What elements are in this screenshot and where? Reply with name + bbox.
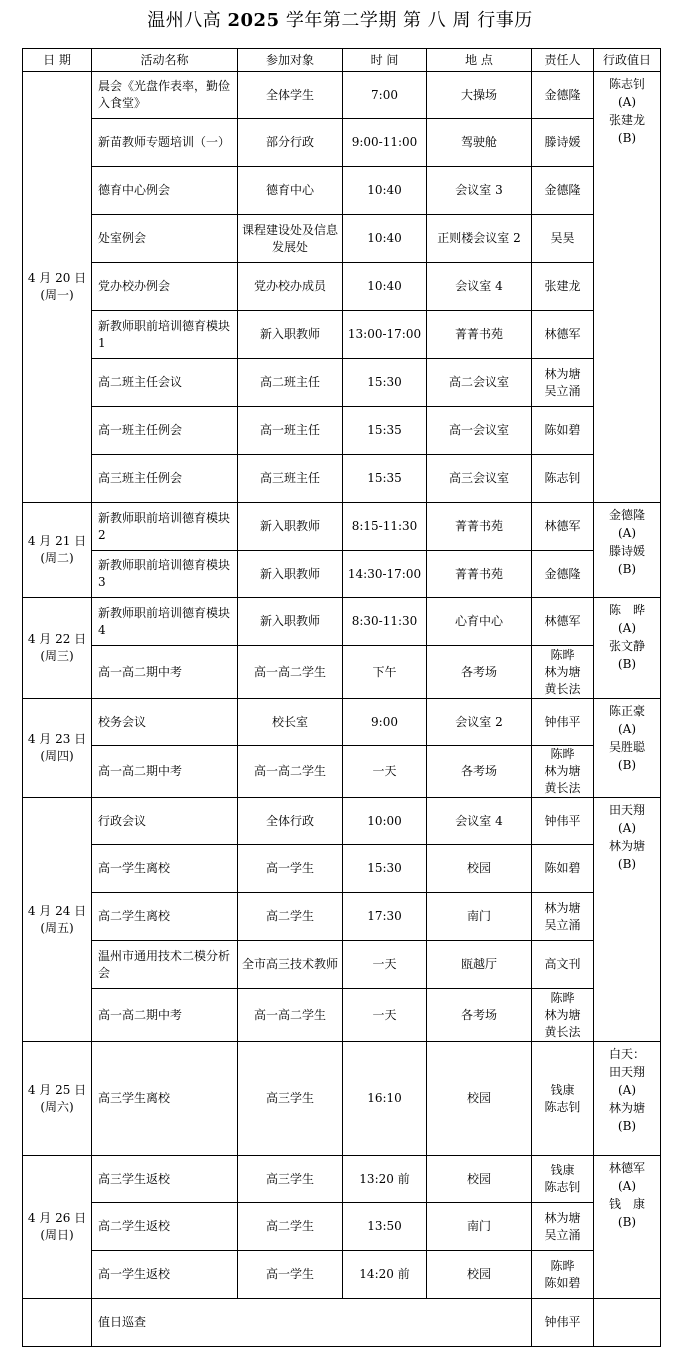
participants-cell: 党办校办成员 — [238, 263, 343, 311]
table-row — [23, 989, 661, 1042]
participants-cell: 高二学生 — [238, 1203, 343, 1251]
place-cell: 各考场 — [427, 746, 532, 798]
participants-cell: 高一高二学生 — [238, 646, 343, 699]
place-cell: 校园 — [427, 1156, 532, 1203]
person-name: 钱康 — [550, 1163, 575, 1177]
date-text: 4 月 26 日 — [27, 1211, 87, 1225]
duty-line: 林为塘 — [608, 1101, 645, 1115]
person-name: 钟伟平 — [544, 813, 581, 828]
time-cell: 10:40 — [343, 215, 427, 263]
person-name: 林为塘 — [544, 1007, 581, 1022]
date-text: 4 月 25 日 — [27, 1082, 87, 1097]
place-cell: 菁菁书苑 — [427, 551, 532, 598]
participants-cell: 高一班主任 — [238, 407, 343, 455]
participants-cell: 高二学生 — [238, 893, 343, 941]
duty-line: 林德军 — [608, 1161, 645, 1175]
time-cell: 一天 — [343, 989, 427, 1042]
participants-cell: 德育中心 — [238, 167, 343, 215]
person-name: 高文刊 — [544, 957, 581, 971]
footer-row — [23, 1299, 661, 1347]
table-row — [23, 263, 661, 311]
time-cell: 8:30-11:30 — [343, 598, 427, 646]
person-cell — [532, 551, 594, 598]
person-name: 林为塘 — [544, 900, 581, 915]
person-cell — [532, 359, 594, 407]
time-cell: 13:20 前 — [343, 1156, 427, 1203]
participants-cell: 高一学生 — [238, 845, 343, 893]
activity-cell: 高一学生离校 — [92, 845, 238, 893]
time-cell: 10:40 — [343, 167, 427, 215]
person-name: 金德隆 — [544, 566, 581, 581]
person-cell — [532, 167, 594, 215]
person-cell — [532, 407, 594, 455]
table-row — [23, 646, 661, 699]
duty-line: 张文静 — [608, 639, 645, 653]
time-cell: 14:30-17:00 — [343, 551, 427, 598]
date-cell — [23, 798, 92, 1042]
activity-cell: 高三学生返校 — [92, 1156, 238, 1203]
person-cell — [532, 845, 594, 893]
activity-cell: 新苗教师专题培训（一） — [92, 119, 238, 167]
participants-cell: 校长室 — [238, 699, 343, 746]
activity-cell: 高一高二期中考 — [92, 989, 238, 1042]
header-person: 责任人 — [532, 49, 594, 72]
place-cell: 菁菁书苑 — [427, 311, 532, 359]
weekday-text: (周六) — [40, 1099, 74, 1114]
activity-cell: 高一学生返校 — [92, 1251, 238, 1299]
place-cell: 会议室 4 — [427, 263, 532, 311]
table-row — [23, 1203, 661, 1251]
weekday-text: (周四) — [40, 749, 74, 763]
person-cell — [532, 598, 594, 646]
footer-activity-cell: 值日巡查 — [92, 1299, 532, 1347]
place-cell: 高二会议室 — [427, 359, 532, 407]
table-row — [23, 551, 661, 598]
table-row — [23, 1042, 661, 1156]
time-cell: 13:50 — [343, 1203, 427, 1251]
person-name: 吴立涌 — [544, 383, 581, 398]
weekday-text: (周一) — [40, 288, 74, 302]
time-cell: 14:20 前 — [343, 1251, 427, 1299]
person-name: 钟伟平 — [544, 714, 581, 729]
activity-cell: 校务会议 — [92, 699, 238, 746]
participants-cell: 新入职教师 — [238, 311, 343, 359]
person-name: 吴立涌 — [544, 1227, 581, 1242]
time-cell: 8:15-11:30 — [343, 503, 427, 551]
place-cell: 驾驶舱 — [427, 119, 532, 167]
person-name: 林德军 — [544, 327, 581, 341]
duty-line: (B) — [617, 562, 637, 576]
date-cell — [23, 699, 92, 798]
date-text: 4 月 24 日 — [27, 903, 87, 918]
person-cell — [532, 1156, 594, 1203]
duty-line: (A) — [617, 526, 637, 540]
person-name: 林德军 — [544, 614, 581, 628]
person-name: 林为塘 — [544, 764, 581, 778]
date-text: 4 月 21 日 — [27, 534, 87, 548]
duty-line: 林为塘 — [608, 839, 645, 853]
table-row — [23, 72, 661, 119]
activity-cell: 处室例会 — [92, 215, 238, 263]
place-cell: 校园 — [427, 1042, 532, 1156]
place-cell: 校园 — [427, 845, 532, 893]
duty-line: 田天翔 — [608, 803, 645, 817]
time-cell: 10:40 — [343, 263, 427, 311]
table-row — [23, 215, 661, 263]
footer-date-cell — [23, 1299, 92, 1347]
participants-cell: 全体学生 — [238, 72, 343, 119]
participants-cell: 高三学生 — [238, 1042, 343, 1156]
table-row — [23, 941, 661, 989]
table-row — [23, 407, 661, 455]
participants-cell: 新入职教师 — [238, 598, 343, 646]
table-row — [23, 167, 661, 215]
place-cell: 正则楼会议室 2 — [427, 215, 532, 263]
duty-cell — [594, 798, 661, 1042]
activity-cell: 新教师职前培训德育模块 3 — [92, 551, 238, 598]
table-row — [23, 311, 661, 359]
header-date: 日 期 — [23, 49, 92, 72]
person-name: 陈志钊 — [544, 471, 581, 485]
person-cell — [532, 699, 594, 746]
date-cell — [23, 72, 92, 503]
table-row — [23, 359, 661, 407]
activity-cell: 晨会《光盘作表率，勤俭入食堂》 — [92, 72, 238, 119]
duty-cell — [594, 598, 661, 699]
participants-cell: 部分行政 — [238, 119, 343, 167]
participants-cell: 新入职教师 — [238, 503, 343, 551]
duty-line: 张建龙 — [608, 113, 645, 127]
activity-cell: 高三班主任例会 — [92, 455, 238, 503]
person-cell — [532, 119, 594, 167]
time-cell: 10:00 — [343, 798, 427, 845]
person-name: 吴立涌 — [544, 917, 581, 932]
person-cell — [532, 941, 594, 989]
time-cell: 9:00 — [343, 699, 427, 746]
schedule-table — [22, 48, 661, 1347]
footer-person-cell: 钟伟平 — [532, 1299, 594, 1347]
activity-cell: 温州市通用技术二模分析会 — [92, 941, 238, 989]
person-name: 陈如碧 — [544, 423, 581, 437]
activity-cell: 新教师职前培训德育模块 2 — [92, 503, 238, 551]
place-cell: 菁菁书苑 — [427, 503, 532, 551]
time-cell: 一天 — [343, 941, 427, 989]
duty-line: (A) — [617, 821, 637, 835]
activity-cell: 高二学生返校 — [92, 1203, 238, 1251]
weekday-text: (周二) — [40, 551, 74, 565]
duty-line: (A) — [617, 1179, 637, 1193]
date-cell — [23, 598, 92, 699]
person-name: 陈志钊 — [544, 1180, 581, 1194]
table-row — [23, 455, 661, 503]
place-cell: 心育中心 — [427, 598, 532, 646]
time-cell: 下午 — [343, 646, 427, 699]
activity-cell: 高一班主任例会 — [92, 407, 238, 455]
person-cell — [532, 503, 594, 551]
duty-line: 白天： — [608, 1047, 645, 1061]
activity-cell: 新教师职前培训德育模块 1 — [92, 311, 238, 359]
person-cell — [532, 646, 594, 699]
person-name: 黄长法 — [544, 1024, 581, 1039]
activity-cell: 党办校办例会 — [92, 263, 238, 311]
participants-cell: 高三班主任 — [238, 455, 343, 503]
footer-duty-cell — [594, 1299, 661, 1347]
time-cell: 16:10 — [343, 1042, 427, 1156]
participants-cell: 高二班主任 — [238, 359, 343, 407]
person-cell — [532, 215, 594, 263]
place-cell: 各考场 — [427, 989, 532, 1042]
person-name: 陈晔 — [550, 1258, 575, 1273]
person-name: 吴昊 — [550, 231, 575, 245]
place-cell: 各考场 — [427, 646, 532, 699]
time-cell: 17:30 — [343, 893, 427, 941]
table-row — [23, 598, 661, 646]
person-name: 林为塘 — [544, 366, 581, 381]
duty-line: (A) — [617, 722, 637, 736]
header-participants: 参加对象 — [238, 49, 343, 72]
duty-cell — [594, 72, 661, 503]
person-name: 林为塘 — [544, 664, 581, 679]
person-name: 张建龙 — [544, 279, 581, 293]
page-title: 温州八高 2025 学年第二学期 第 八 周 行事历 — [147, 10, 533, 31]
person-name: 黄长法 — [544, 681, 581, 696]
person-cell — [532, 1251, 594, 1299]
duty-line: 金德隆 — [608, 508, 645, 522]
person-name: 陈晔 — [550, 647, 575, 662]
duty-line: 陈志钊 — [608, 77, 645, 91]
participants-cell: 新入职教师 — [238, 551, 343, 598]
activity-cell: 高二学生离校 — [92, 893, 238, 941]
duty-line: (B) — [617, 131, 637, 145]
duty-line: (A) — [617, 1083, 637, 1097]
person-cell — [532, 263, 594, 311]
place-cell: 高一会议室 — [427, 407, 532, 455]
time-cell: 9:00-11:00 — [343, 119, 427, 167]
weekday-text: (周三) — [40, 649, 74, 663]
person-cell — [532, 798, 594, 845]
place-cell: 会议室 3 — [427, 167, 532, 215]
duty-line: 吴胜聪 — [608, 740, 645, 754]
activity-cell: 行政会议 — [92, 798, 238, 845]
time-cell: 13:00-17:00 — [343, 311, 427, 359]
participants-cell: 全体行政 — [238, 798, 343, 845]
date-cell — [23, 1156, 92, 1299]
activity-cell: 高一高二期中考 — [92, 746, 238, 798]
time-cell: 一天 — [343, 746, 427, 798]
duty-line: (B) — [617, 1119, 637, 1133]
duty-line: 钱 康 — [608, 1197, 645, 1211]
time-cell: 15:30 — [343, 359, 427, 407]
date-cell — [23, 503, 92, 598]
table-row — [23, 746, 661, 798]
header-duty: 行政值日 — [594, 49, 661, 72]
person-name: 陈晔 — [550, 747, 575, 761]
duty-cell — [594, 1156, 661, 1299]
duty-line: 陈正豪 — [608, 704, 645, 718]
duty-line: (A) — [617, 95, 637, 109]
person-cell — [532, 746, 594, 798]
place-cell: 南门 — [427, 893, 532, 941]
table-row — [23, 119, 661, 167]
place-cell: 会议室 4 — [427, 798, 532, 845]
duty-line: (B) — [617, 857, 637, 871]
participants-cell: 高一高二学生 — [238, 989, 343, 1042]
table-row — [23, 1251, 661, 1299]
duty-line: 滕诗媛 — [608, 544, 645, 558]
person-name: 陈志钊 — [544, 1099, 581, 1114]
place-cell: 会议室 2 — [427, 699, 532, 746]
place-cell: 瓯越厅 — [427, 941, 532, 989]
time-cell: 15:35 — [343, 455, 427, 503]
table-row — [23, 503, 661, 551]
time-cell: 7:00 — [343, 72, 427, 119]
person-name: 钱康 — [550, 1082, 575, 1097]
person-name: 黄长法 — [544, 781, 581, 795]
person-name: 陈如碧 — [544, 1275, 581, 1290]
weekday-text: (周五) — [40, 920, 74, 935]
activity-cell: 高三学生离校 — [92, 1042, 238, 1156]
duty-line: (B) — [617, 657, 637, 671]
header-activity: 活动名称 — [92, 49, 238, 72]
activity-cell: 高一高二期中考 — [92, 646, 238, 699]
header-time: 时 间 — [343, 49, 427, 72]
weekday-text: (周日) — [40, 1228, 74, 1242]
duty-cell — [594, 1042, 661, 1156]
date-text: 4 月 20 日 — [27, 271, 87, 285]
place-cell: 大操场 — [427, 72, 532, 119]
place-cell: 南门 — [427, 1203, 532, 1251]
header-row — [23, 49, 661, 72]
activity-cell: 高二班主任会议 — [92, 359, 238, 407]
duty-line: (B) — [617, 1215, 637, 1229]
date-cell — [23, 1042, 92, 1156]
place-cell: 高三会议室 — [427, 455, 532, 503]
duty-cell — [594, 503, 661, 598]
date-text: 4 月 23 日 — [27, 732, 87, 746]
duty-line: (B) — [617, 758, 637, 772]
person-cell — [532, 1203, 594, 1251]
person-cell — [532, 893, 594, 941]
person-name: 陈如碧 — [544, 861, 581, 875]
participants-cell: 高一高二学生 — [238, 746, 343, 798]
person-cell — [532, 455, 594, 503]
person-name: 金德隆 — [544, 87, 581, 102]
person-cell — [532, 989, 594, 1042]
place-cell: 校园 — [427, 1251, 532, 1299]
person-name: 陈晔 — [550, 990, 575, 1005]
participants-cell: 高一学生 — [238, 1251, 343, 1299]
person-name: 林德军 — [544, 519, 581, 533]
person-cell — [532, 72, 594, 119]
header-place: 地 点 — [427, 49, 532, 72]
time-cell: 15:30 — [343, 845, 427, 893]
participants-cell: 课程建设处及信息发展处 — [238, 215, 343, 263]
table-row — [23, 1156, 661, 1203]
duty-line: 陈 晔 — [608, 603, 645, 617]
person-cell — [532, 311, 594, 359]
person-name: 金德隆 — [544, 183, 581, 197]
person-name: 林为塘 — [544, 1210, 581, 1225]
person-cell — [532, 1042, 594, 1156]
table-row — [23, 845, 661, 893]
time-cell: 15:35 — [343, 407, 427, 455]
person-name: 滕诗媛 — [544, 135, 581, 149]
duty-line: (A) — [617, 621, 637, 635]
duty-line: 田天翔 — [608, 1065, 645, 1079]
activity-cell: 德育中心例会 — [92, 167, 238, 215]
duty-cell — [594, 699, 661, 798]
participants-cell: 全市高三技术教师 — [238, 941, 343, 989]
activity-cell: 新教师职前培训德育模块 4 — [92, 598, 238, 646]
table-row — [23, 798, 661, 845]
participants-cell: 高三学生 — [238, 1156, 343, 1203]
date-text: 4 月 22 日 — [27, 632, 87, 646]
table-row — [23, 893, 661, 941]
table-row — [23, 699, 661, 746]
